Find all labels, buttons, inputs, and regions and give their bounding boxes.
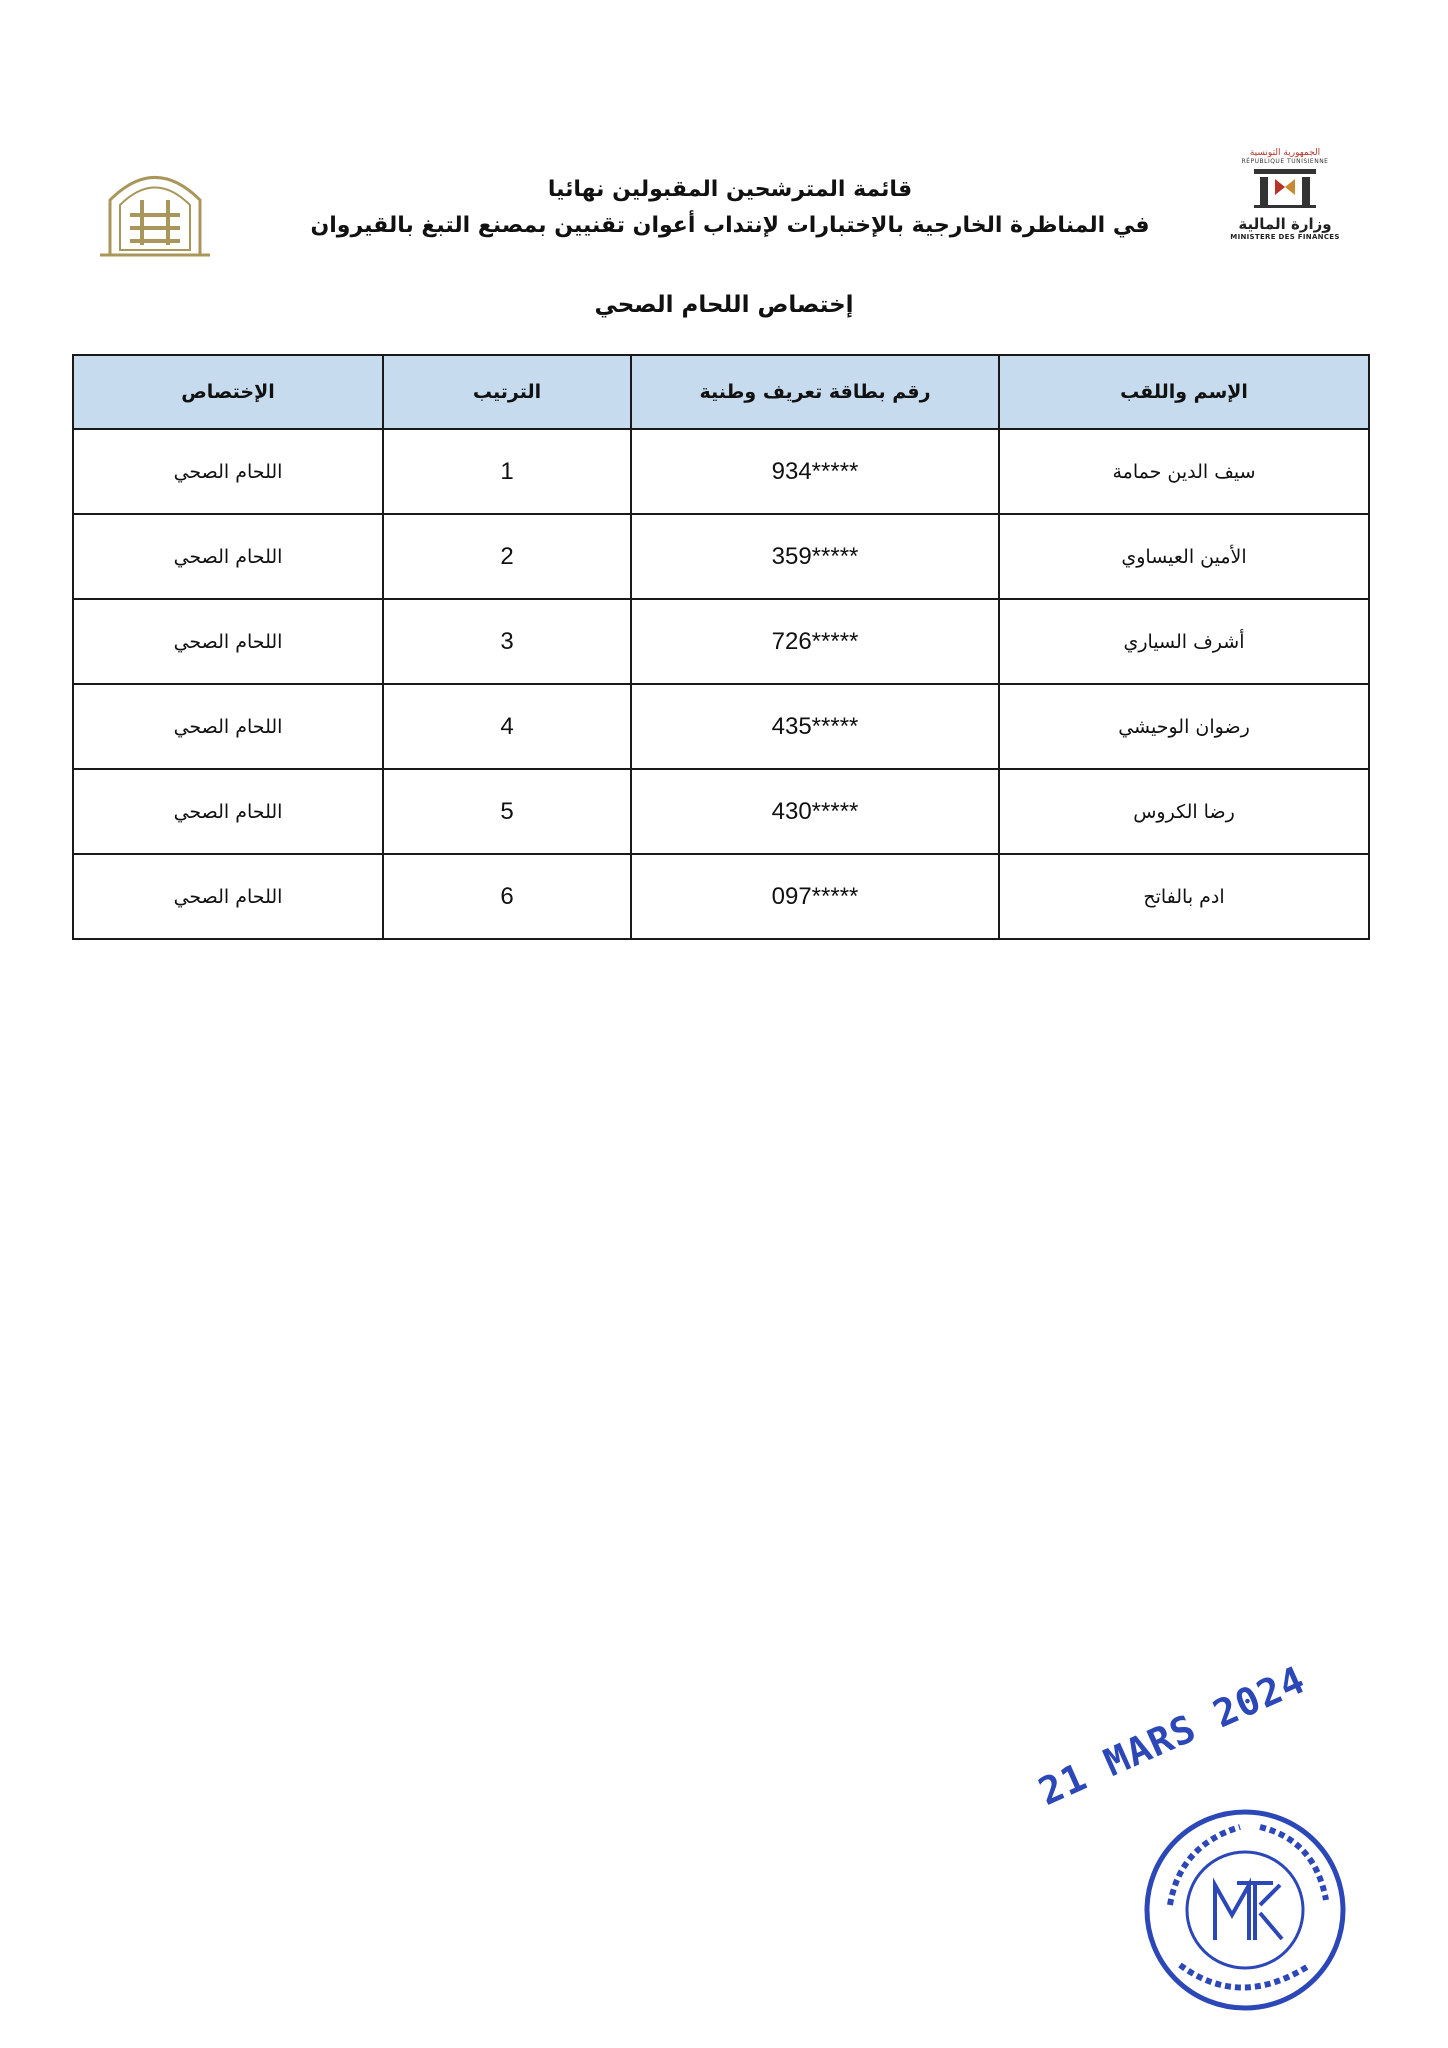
factory-logo (100, 160, 210, 260)
ministry-ar-text: وزارة المالية (1238, 215, 1332, 233)
candidate-name: رضوان الوحيشي (999, 684, 1369, 769)
candidate-rank: 5 (383, 769, 631, 854)
table-row (73, 599, 1369, 684)
table-row (73, 769, 1369, 854)
ministry-columns-icon (1250, 165, 1320, 209)
candidate-specialty: اللحام الصحي (73, 514, 383, 599)
candidate-rank: 2 (383, 514, 631, 599)
candidate-specialty: اللحام الصحي (73, 684, 383, 769)
candidate-id: *****359 (631, 514, 999, 599)
ministry-logo (1210, 148, 1360, 268)
candidate-id: *****097 (631, 854, 999, 939)
candidate-id: *****726 (631, 599, 999, 684)
table-header-row (73, 355, 1369, 429)
document-subtitle: في المناظرة الخارجية بالإختبارات لإنتداب أعوان تقنيين بمصنع التبغ بالقيروان (310, 213, 1150, 238)
candidate-name: أشرف السياري (999, 599, 1369, 684)
candidate-id: *****934 (631, 429, 999, 514)
column-header-specialty: الإختصاص (73, 355, 383, 429)
candidate-name: الأمين العيساوي (999, 514, 1369, 599)
column-header-id: رقم بطاقة تعريف وطنية (631, 355, 999, 429)
candidate-rank: 4 (383, 684, 631, 769)
document-header (300, 172, 1160, 244)
seal-stamp-icon (1140, 1805, 1350, 2015)
candidate-specialty: اللحام الصحي (73, 599, 383, 684)
table-row (73, 854, 1369, 939)
table-row (73, 684, 1369, 769)
candidate-name: سيف الدين حمامة (999, 429, 1369, 514)
table-row (73, 429, 1369, 514)
candidate-rank: 1 (383, 429, 631, 514)
republic-fr-text: RÉPUBLIQUE TUNISIENNE (1241, 158, 1329, 165)
candidate-specialty: اللحام الصحي (73, 854, 383, 939)
candidate-rank: 6 (383, 854, 631, 939)
ministry-fr-text: MINISTERE DES FINANCES (1230, 233, 1340, 241)
candidate-name: رضا الكروس (999, 769, 1369, 854)
candidate-id: *****430 (631, 769, 999, 854)
candidates-table (72, 354, 1370, 940)
document-title: قائمة المترشحين المقبولين نهائيا (547, 177, 913, 202)
candidate-specialty: اللحام الصحي (73, 769, 383, 854)
date-stamp: 21 MARS 2024 (1032, 1657, 1312, 1814)
official-seal (1140, 1805, 1350, 2015)
republic-ar-text: الجمهورية التونسية (1249, 148, 1321, 158)
candidate-id: *****435 (631, 684, 999, 769)
factory-logo-emblem-icon (100, 160, 210, 260)
candidate-specialty: اللحام الصحي (73, 429, 383, 514)
table-row (73, 514, 1369, 599)
column-header-rank: الترتيب (383, 355, 631, 429)
column-header-name: الإسم واللقب (999, 355, 1369, 429)
specialty-heading: إختصاص اللحام الصحي (594, 292, 854, 318)
candidate-name: ادم بالفاتح (999, 854, 1369, 939)
candidate-rank: 3 (383, 599, 631, 684)
